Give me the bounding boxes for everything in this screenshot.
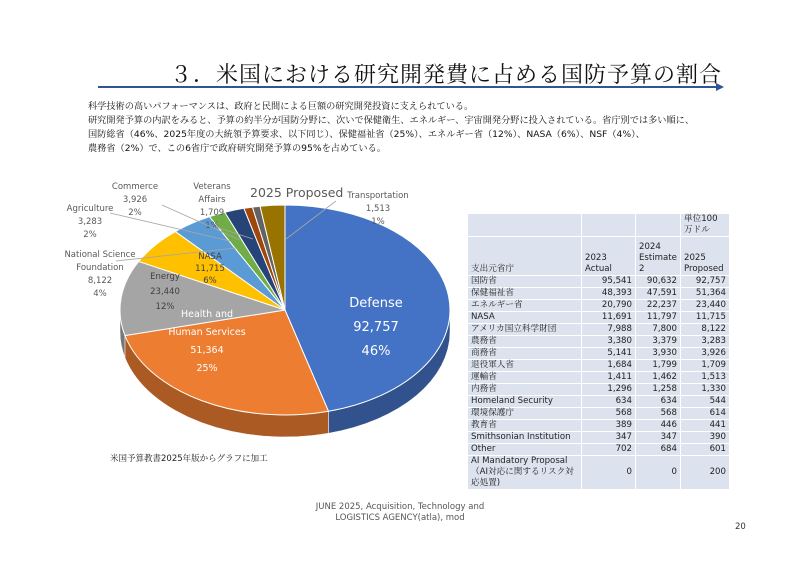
- table-row: [468, 300, 730, 312]
- intro-line: 科学技術の高いパフォーマンスは、政府と民間による巨額の研究開発投資に支えられている。: [88, 101, 474, 112]
- pie-chart-svg: [60, 175, 480, 445]
- table-cell-value: 544: [681, 396, 730, 408]
- table-cell-value: 1,684: [582, 360, 636, 372]
- page-title: ３．米国における研究開発費に占める国防予算の割合: [170, 63, 723, 88]
- table-cell-agency: 内務省: [468, 384, 582, 396]
- data-label-defense: Defense: [349, 296, 403, 311]
- table-cell-agency: エネルギー省: [468, 300, 582, 312]
- data-label-nsf: 4%: [93, 289, 107, 299]
- table-cell-value: 702: [582, 444, 636, 456]
- table-cell-value: 3,380: [582, 336, 636, 348]
- footer-line: LOGISTICS AGENCY(atla), mod: [335, 513, 465, 523]
- data-label-nasa: 11,715: [195, 264, 225, 274]
- source-note: 米国予算教書2025年版からグラフに加工: [110, 454, 268, 464]
- table-cell-value: 0: [636, 456, 681, 490]
- table-row: [468, 312, 730, 324]
- table-cell-value: 5,141: [582, 348, 636, 360]
- table-cell-agency: 運輸省: [468, 372, 582, 384]
- data-label-agriculture: 3,283: [77, 217, 103, 227]
- table-cell-agency: 環境保護庁: [468, 408, 582, 420]
- table-row: [468, 396, 730, 408]
- table-cell-value: 568: [636, 408, 681, 420]
- pie-chart: [60, 175, 480, 445]
- table-cell-value: 446: [636, 420, 681, 432]
- table-cell-value: 11,715: [681, 312, 730, 324]
- table-cell-value: 8,122: [681, 324, 730, 336]
- table-cell-value: 1,709: [681, 360, 730, 372]
- table-row: [468, 432, 730, 444]
- intro-line: 農務省（2%）で、この6省庁で政府研究開発予算の95%を占めている。: [88, 143, 386, 154]
- table-body: [468, 276, 730, 490]
- table-header: 2023 Actual: [582, 237, 636, 276]
- table-row: [468, 372, 730, 384]
- table-cell-value: 3,930: [636, 348, 681, 360]
- table-cell-value: 11,797: [636, 312, 681, 324]
- data-label-health: 51,364: [190, 345, 224, 356]
- data-label-health: Human Services: [168, 327, 246, 338]
- table-row: [468, 360, 730, 372]
- data-label-veterans: 1%: [205, 221, 219, 231]
- table-cell-agency: AI Mandatory Proposal（AI対応に関するリスク対応処置): [468, 456, 582, 490]
- data-label-health: Health and: [180, 309, 234, 320]
- data-label-defense: 92,757: [353, 320, 399, 335]
- table-cell-value: 92,757: [681, 276, 730, 288]
- budget-table: [467, 213, 730, 490]
- table-cell-agency: 農務省: [468, 336, 582, 348]
- table-header: 支出元省庁: [468, 237, 582, 276]
- table-cell-agency: 退役軍人省: [468, 360, 582, 372]
- table-cell-agency: アメリカ国立科学財団: [468, 324, 582, 336]
- table-cell-value: 390: [681, 432, 730, 444]
- table-cell-value: 1,462: [636, 372, 681, 384]
- intro-line: 研究開発予算の内訳をみると、予算の約半分が国防分野に、次いで保健衛生、エネルギー、宇宙開発分野に投入されている。省庁別では多い順に、: [88, 115, 695, 126]
- table-cell-agency: NASA: [468, 312, 582, 324]
- table-cell-value: 3,283: [681, 336, 730, 348]
- data-label-veterans: Veterans: [193, 182, 231, 192]
- table-cell-value: 48,393: [582, 288, 636, 300]
- intro-text: [88, 100, 728, 156]
- table-cell-value: 1,330: [681, 384, 730, 396]
- table-row: [468, 408, 730, 420]
- page-number: 20: [735, 522, 746, 532]
- table-cell-value: 20,790: [582, 300, 636, 312]
- table-unit-row: [468, 214, 730, 237]
- table-cell-value: 22,237: [636, 300, 681, 312]
- data-label-commerce: 2%: [128, 208, 142, 218]
- table-cell-value: 614: [681, 408, 730, 420]
- table-cell-value: 568: [582, 408, 636, 420]
- intro-line: 国防総省（46%、2025年度の大統領予算要求、以下同じ）、保健福祉省（25%）、エネルギー省（12%）、NASA（6%）、NSF（4%）、: [88, 129, 645, 140]
- table-cell-value: 601: [681, 444, 730, 456]
- table-cell-value: 441: [681, 420, 730, 432]
- table-cell-agency: Smithsonian Institution: [468, 432, 582, 444]
- data-label-health: 25%: [196, 363, 218, 374]
- table-cell-value: 51,364: [681, 288, 730, 300]
- table-row: [468, 444, 730, 456]
- data-label-transportation: 1,513: [365, 204, 391, 214]
- chart-title: 2025 Proposed: [250, 185, 344, 200]
- data-label-energy: Energy: [150, 272, 180, 282]
- table-row: [468, 336, 730, 348]
- table-cell-value: 634: [582, 396, 636, 408]
- table-cell-agency: 教育省: [468, 420, 582, 432]
- data-label-nasa: 6%: [203, 276, 217, 286]
- table-row: [468, 348, 730, 360]
- data-label-nsf: Foundation: [76, 263, 124, 273]
- table-cell-agency: Homeland Security: [468, 396, 582, 408]
- table-cell-value: 3,926: [681, 348, 730, 360]
- table-blank-cell: [582, 214, 636, 237]
- table-row: [468, 276, 730, 288]
- table-cell-value: 1,799: [636, 360, 681, 372]
- footer: [300, 502, 500, 524]
- table-row: [468, 384, 730, 396]
- data-label-energy: 12%: [155, 302, 175, 312]
- table-cell-value: 11,691: [582, 312, 636, 324]
- data-label-agriculture: Agriculture: [66, 204, 114, 214]
- unit-label: 単位100万ドル: [681, 214, 730, 237]
- table-row: [468, 456, 730, 490]
- table-blank-cell: [468, 214, 582, 237]
- table-cell-value: 347: [636, 432, 681, 444]
- table-cell-agency: 国防省: [468, 276, 582, 288]
- table-cell-value: 90,632: [636, 276, 681, 288]
- data-label-transportation: Transportation: [347, 191, 409, 201]
- data-label-commerce: 3,926: [122, 195, 148, 205]
- table-cell-value: 23,440: [681, 300, 730, 312]
- table-cell-value: 95,541: [582, 276, 636, 288]
- table-cell-value: 1,296: [582, 384, 636, 396]
- table-cell-value: 7,988: [582, 324, 636, 336]
- table-cell-value: 1,258: [636, 384, 681, 396]
- table-cell-value: 684: [636, 444, 681, 456]
- title-underline: [98, 86, 720, 88]
- table-cell-value: 3,379: [636, 336, 681, 348]
- footer-line: JUNE 2025, Acquisition, Technology and: [315, 502, 485, 512]
- table-cell-value: 1,513: [681, 372, 730, 384]
- table-cell-agency: Other: [468, 444, 582, 456]
- table-header-row: [468, 237, 730, 276]
- data-label-veterans: Affairs: [198, 195, 226, 205]
- table-cell-agency: 商務省: [468, 348, 582, 360]
- table-row: [468, 324, 730, 336]
- data-label-veterans: 1,709: [199, 208, 225, 218]
- data-label-defense: 46%: [361, 344, 391, 359]
- table-cell-value: 1,411: [582, 372, 636, 384]
- data-label-energy: 23,440: [150, 287, 180, 297]
- table-cell-value: 0: [582, 456, 636, 490]
- table-cell-value: 7,800: [636, 324, 681, 336]
- data-label-nsf: National Science: [64, 250, 136, 260]
- data-label-nsf: 8,122: [87, 276, 113, 286]
- table-header: 2025 Proposed: [681, 237, 730, 276]
- table-cell-value: 634: [636, 396, 681, 408]
- data-label-agriculture: 2%: [83, 230, 97, 240]
- table-cell-value: 200: [681, 456, 730, 490]
- data-label-commerce: Commerce: [111, 182, 159, 192]
- data-label-nasa: NASA: [198, 252, 222, 262]
- table-row: [468, 288, 730, 300]
- table-cell-value: 389: [582, 420, 636, 432]
- table-header: 2024 Estimate 2: [636, 237, 681, 276]
- table-row: [468, 420, 730, 432]
- table-cell-agency: 保健福祉省: [468, 288, 582, 300]
- table-cell-value: 347: [582, 432, 636, 444]
- data-label-transportation: 1%: [371, 217, 385, 227]
- table-blank-cell: [636, 214, 681, 237]
- table-cell-value: 47,591: [636, 288, 681, 300]
